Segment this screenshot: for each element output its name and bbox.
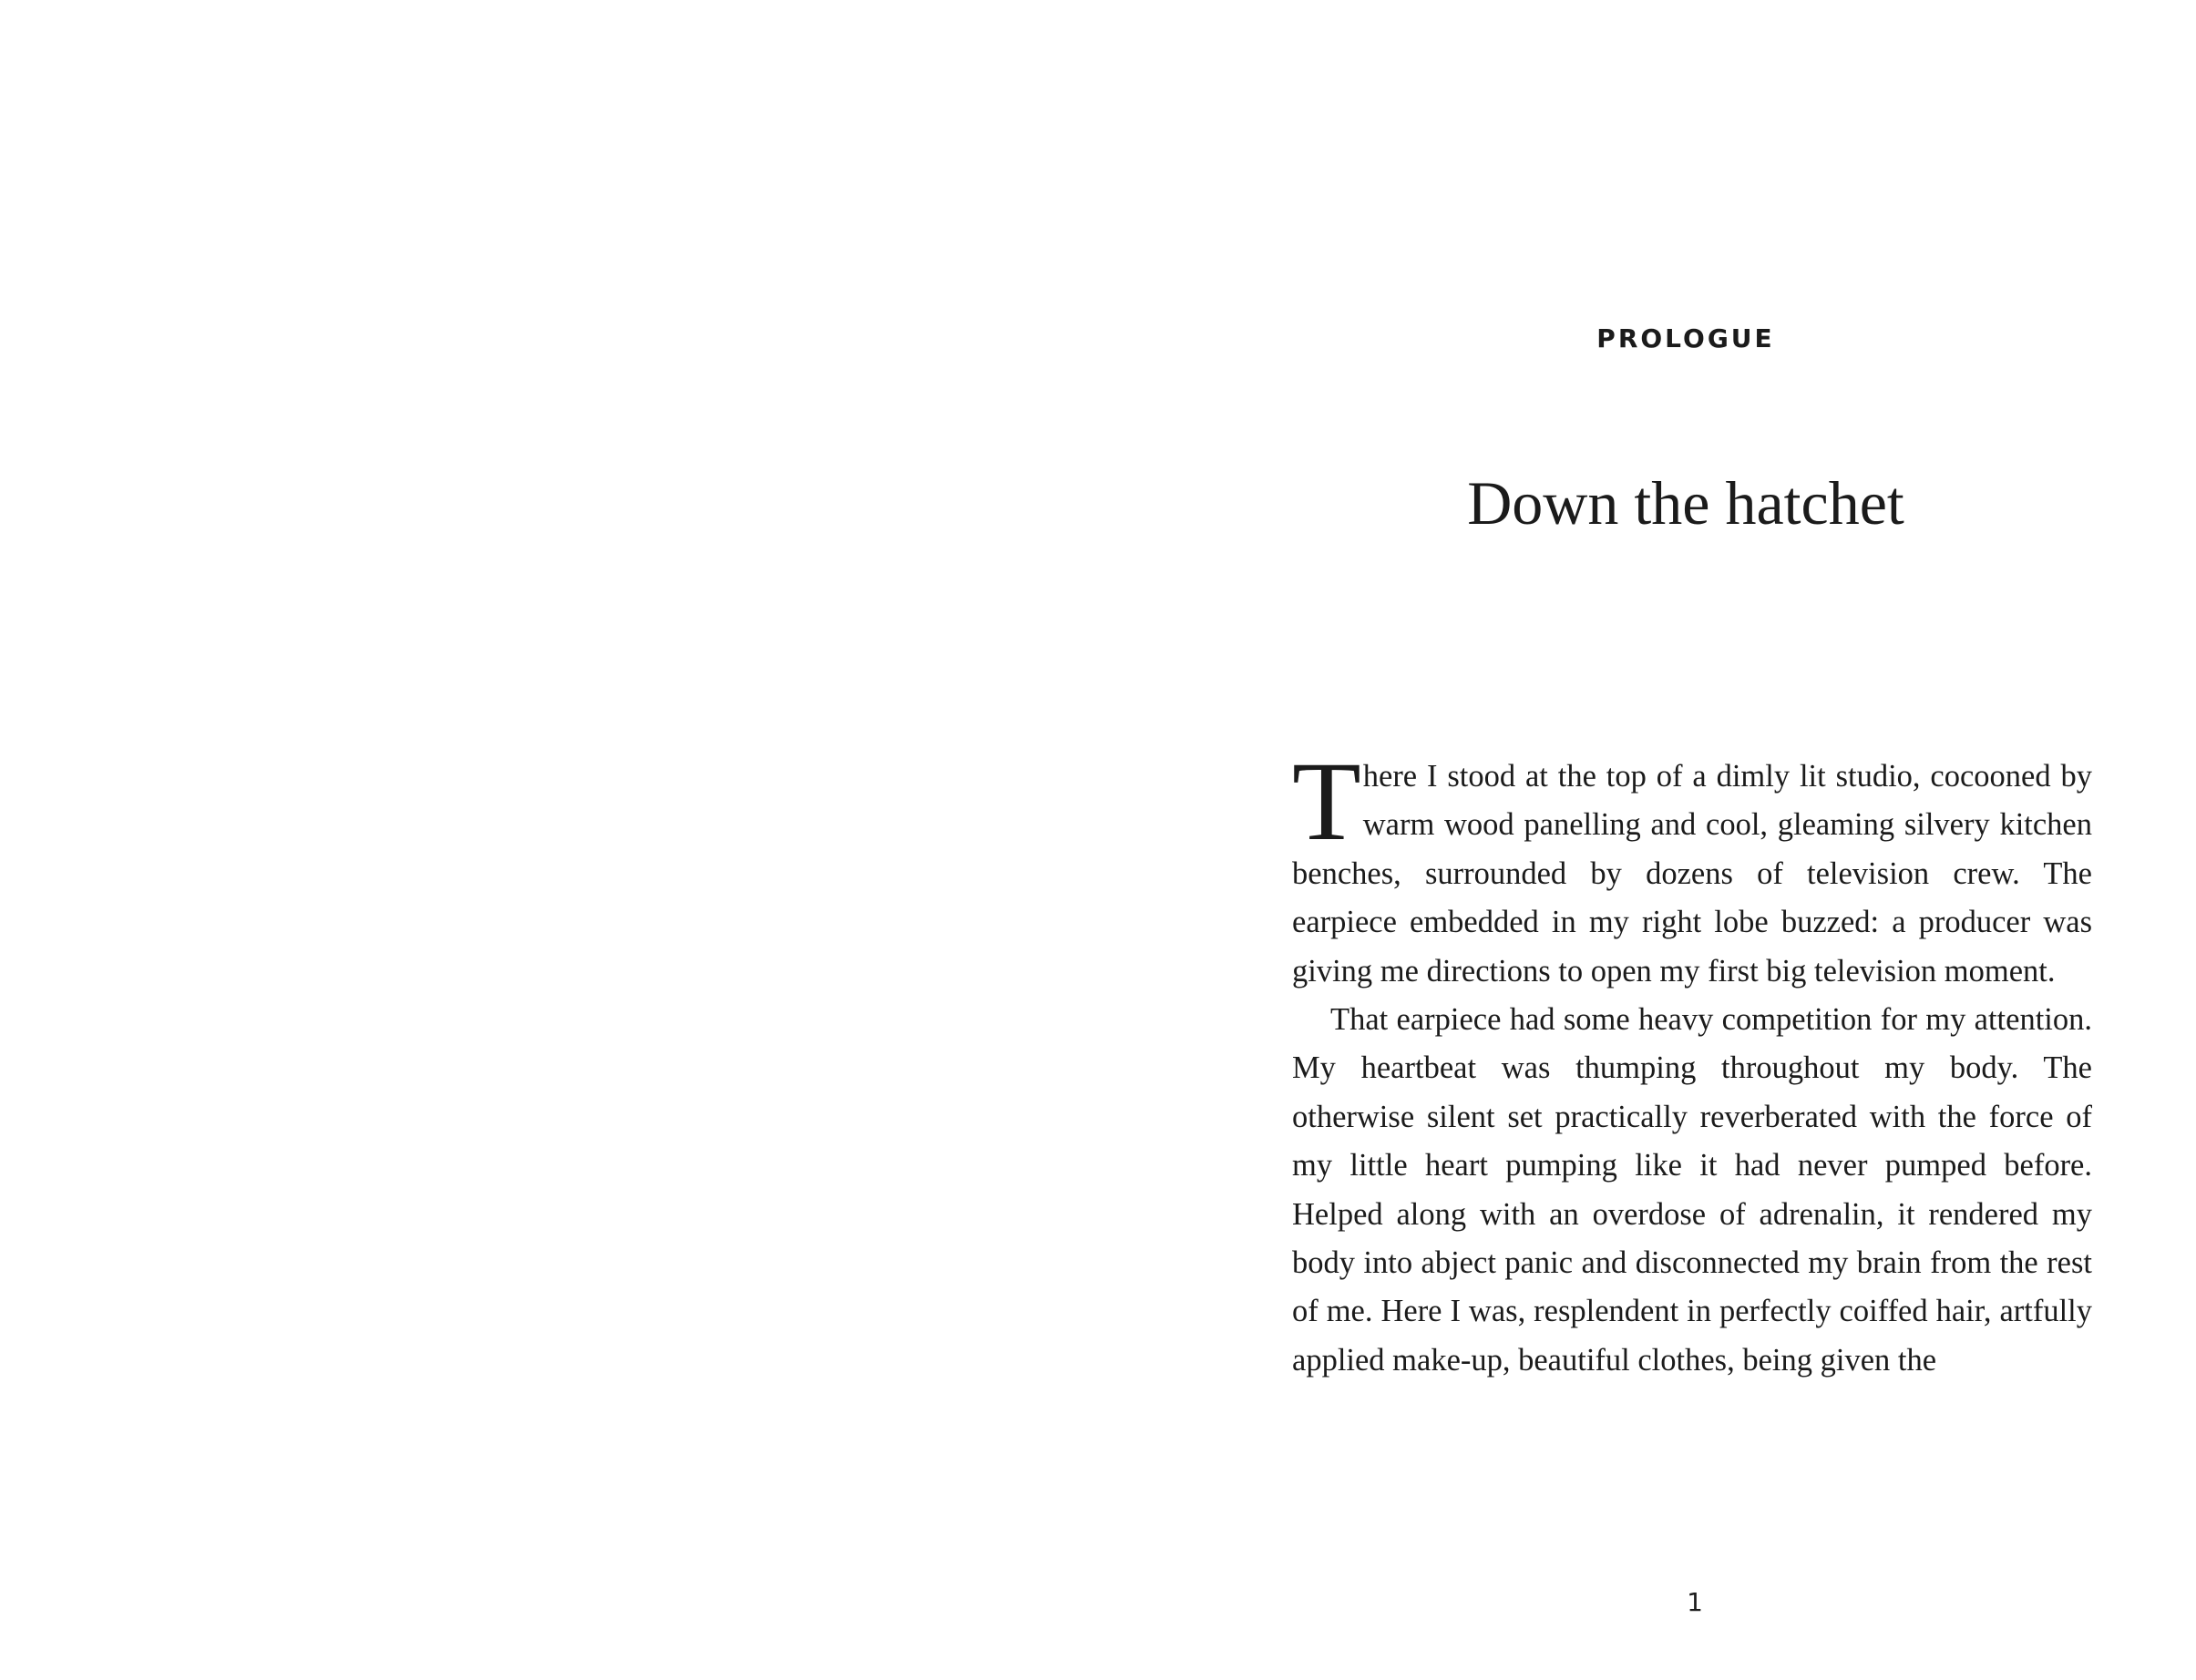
chapter-label: PROLOGUE — [1596, 323, 1775, 353]
drop-cap: T — [1292, 739, 1361, 864]
paragraph-2: That earpiece had some heavy competition for my attention. My heartbeat was thumping throughout my body. The otherwise silent set practically reverberated with the force of my little heart pumping like it had never pumped before. Helped along with an overdose of adrenalin, it rendered my body into abject panic and disconnected my brain from the rest of me. Here I was, resplendent in perfectly coiffed hair, artfully applied make-up, beautiful clothes, being given the — [1292, 1002, 2092, 1378]
body-text — [1292, 739, 2092, 1385]
page-number: 1 — [1687, 1587, 1703, 1617]
paragraph-1-text: here I stood at the top of a dimly lit studio, cocooned by warm wood panelling and cool, gleaming silvery kitchen benches, surrounded by dozens of television crew. The earpiece embedded in my right lobe buzzed: a producer was giving me directions to open my first big television moment. — [1292, 759, 2092, 989]
paragraph-1 — [1292, 739, 2092, 996]
chapter-title: Down the hatchet — [1467, 468, 1904, 538]
